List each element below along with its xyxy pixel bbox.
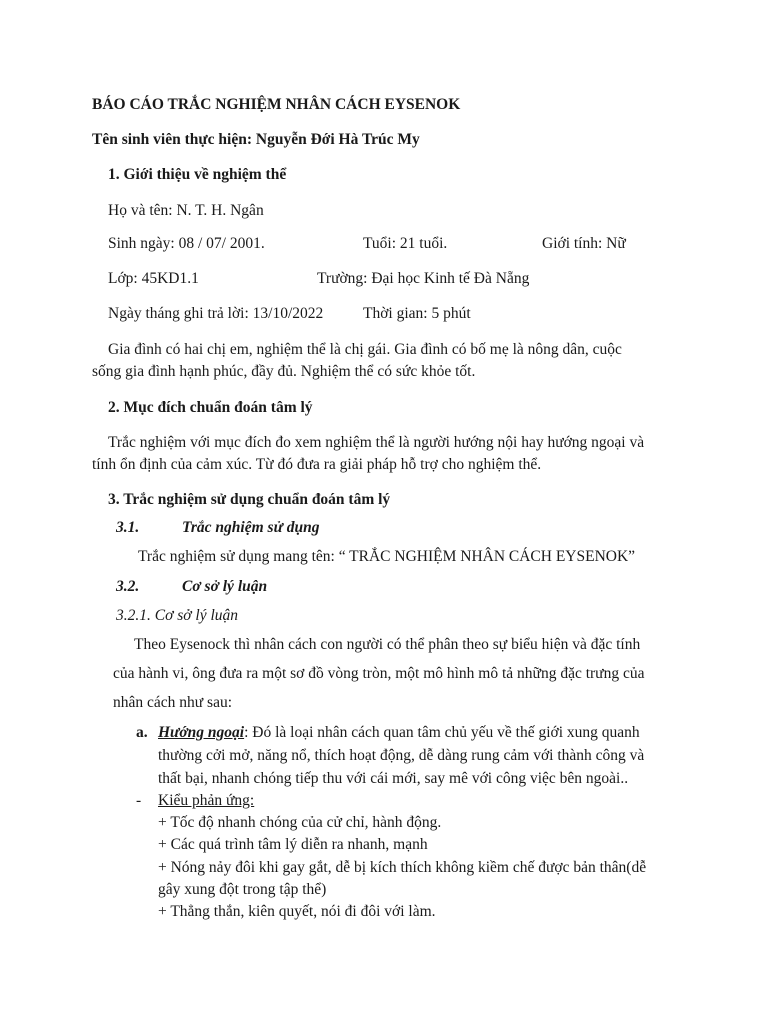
extrovert-definition-start: : Đó là loại nhân cách quan tâm chủ yếu về thế giới xung quanh [244,724,640,741]
section-1-heading: 1. Giới thiệu về nghiệm thể [108,166,287,183]
reaction-type-label: Kiểu phản ứng: [158,792,255,809]
dash-bullet: - [136,792,142,809]
list-item-a-line-3: thất bại, nhanh chóng tiếp thu với cái mới, say mê với công việc bên ngoài.. [158,770,629,787]
section-3-2-number: 3.2. [116,578,140,595]
reaction-item-4: + Thẳng thắn, kiên quyết, nói đi đôi với làm. [158,903,436,920]
theory-line-2: của hành vi, ông đưa ra một sơ đồ vòng tròn, một mô hình mô tả những đặc trưng của [113,665,645,682]
list-item-a-first-line [158,722,640,744]
theory-line-3: nhân cách như sau: [113,694,233,711]
purpose-paragraph-line-2: tính ổn định của cảm xúc. Từ đó đưa ra giải pháp hỗ trợ cho nghiệm thể. [92,456,542,473]
section-3-2-1-heading: 3.2.1. Cơ sở lý luận [116,607,239,624]
section-2-heading: 2. Mục đích chuẩn đoán tâm lý [108,399,313,416]
subject-gender: Giới tính: Nữ [542,235,626,252]
reaction-item-3-line-2: gây xung đột trong tập thể) [158,881,327,898]
subject-age: Tuổi: 21 tuổi. [363,235,448,252]
family-paragraph-line-2: sống gia đình hạnh phúc, đầy đủ. Nghiệm thể có sức khỏe tốt. [92,363,476,380]
section-3-heading: 3. Trắc nghiệm sử dụng chuẩn đoán tâm lý [108,491,391,508]
subject-class: Lớp: 45KD1.1 [108,270,199,287]
subject-dob: Sinh ngày: 08 / 07/ 2001. [108,235,265,252]
reaction-item-3-line-1: + Nóng nảy đôi khi gay gắt, dễ bị kích thích không kiềm chế được bản thân(dễ [158,859,647,876]
section-3-1-title: Trắc nghiệm sử dụng [182,519,320,536]
extrovert-term: Hướng ngoại [158,724,245,741]
subject-school: Trường: Đại học Kinh tế Đà Nẵng [317,270,530,287]
student-name-line: Tên sinh viên thực hiện: Nguyễn Đới Hà Trúc My [92,131,420,148]
reaction-item-1: + Tốc độ nhanh chóng của cử chỉ, hành động. [158,814,442,831]
answer-time: Thời gian: 5 phút [363,305,471,322]
list-item-a-label: a. [136,724,148,741]
answer-date: Ngày tháng ghi trả lời: 13/10/2022 [108,305,324,322]
test-name-line: Trắc nghiệm sử dụng mang tên: “ TRẮC NGHIỆM NHÂN CÁCH EYSENOK” [138,548,636,565]
subject-name: Họ và tên: N. T. H. Ngân [108,202,264,219]
section-3-1-number: 3.1. [116,519,140,536]
family-paragraph-line-1: Gia đình có hai chị em, nghiệm thể là chị gái. Gia đình có bố mẹ là nông dân, cuộc [108,341,622,358]
report-title: BÁO CÁO TRẮC NGHIỆM NHÂN CÁCH EYSENOK [92,96,461,113]
section-3-2-title: Cơ sở lý luận [182,578,268,595]
theory-line-1: Theo Eysenock thì nhân cách con người có thể phân theo sự biểu hiện và đặc tính [134,636,641,653]
reaction-item-2: + Các quá trình tâm lý diễn ra nhanh, mạnh [158,836,428,853]
purpose-paragraph-line-1: Trắc nghiệm với mục đích đo xem nghiệm thể là người hướng nội hay hướng ngoại và [108,434,645,451]
list-item-a-line-2: thường cởi mở, năng nổ, thích hoạt động, dễ dàng rung cảm với thành công và [158,747,645,764]
